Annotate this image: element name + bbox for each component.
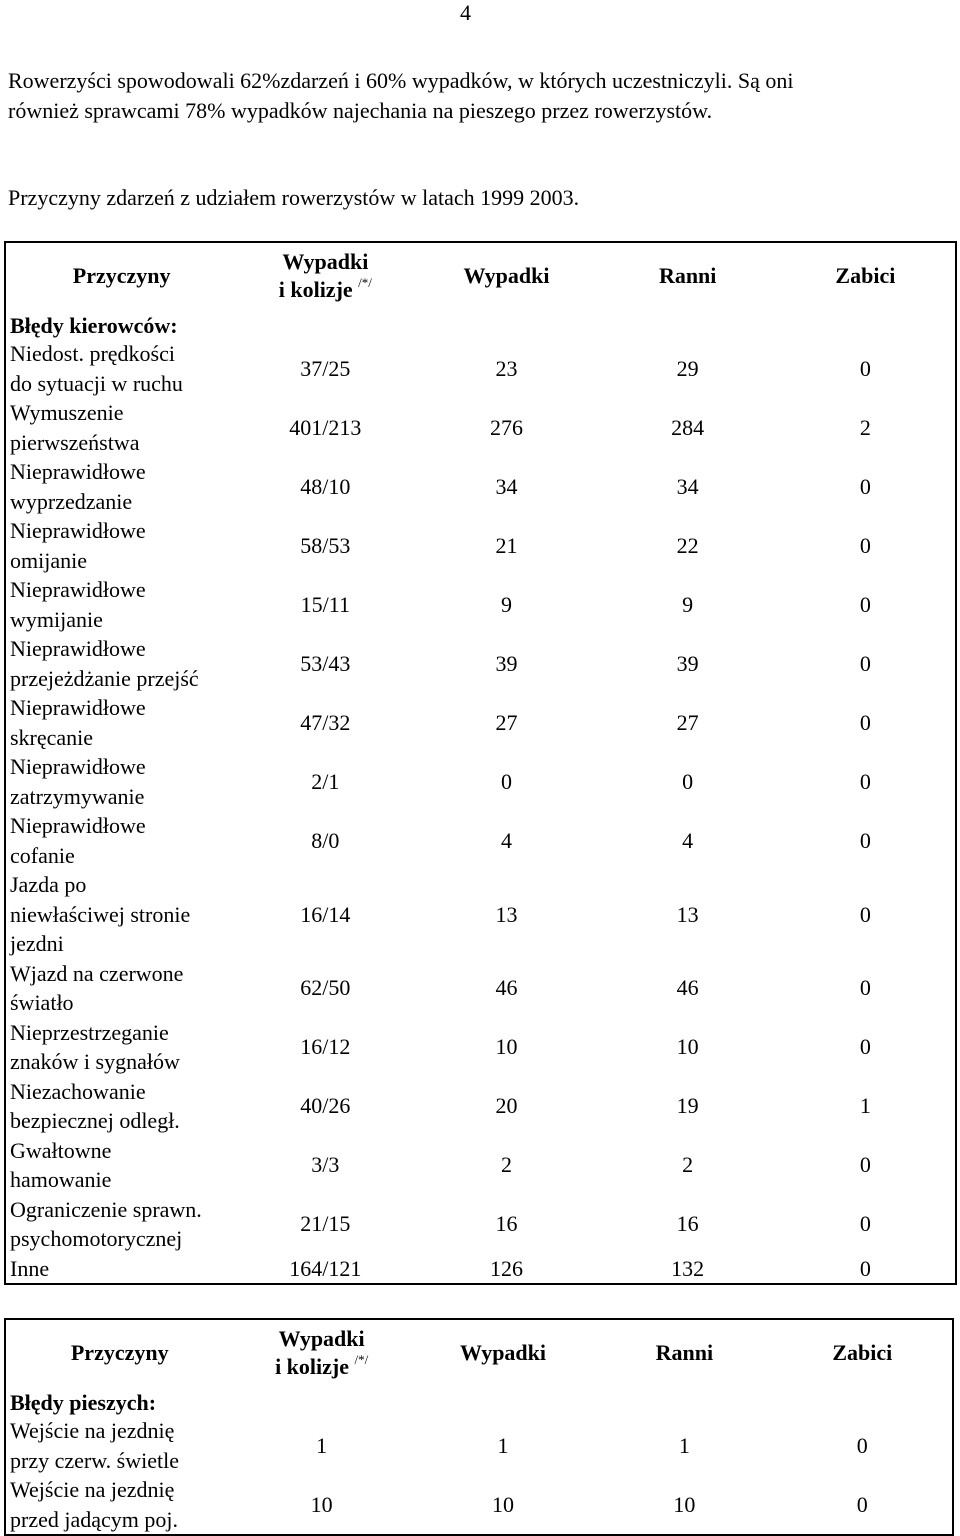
table-row bbox=[5, 1254, 956, 1285]
zabici-cell: 0 bbox=[859, 975, 871, 1001]
wypadki-cell: 10 bbox=[492, 1491, 515, 1517]
cause-cell: Nieprawidłowe cofanie bbox=[10, 813, 146, 868]
table-row bbox=[5, 516, 956, 575]
wypadki-kolizje-cell: 401/213 bbox=[289, 414, 362, 440]
zabici-cell: 0 bbox=[859, 532, 871, 558]
section-row bbox=[5, 1386, 953, 1416]
zabici-cell: 0 bbox=[859, 827, 871, 853]
table-body bbox=[5, 1416, 953, 1535]
wypadki-kolizje-cell: 3/3 bbox=[311, 1152, 340, 1178]
header-ranni: Ranni bbox=[655, 1340, 714, 1365]
cause-cell: Nieprawidłowe omijanie bbox=[10, 518, 146, 573]
table-row bbox=[5, 1018, 956, 1077]
wypadki-cell: 13 bbox=[495, 901, 518, 927]
wypadki-cell: 46 bbox=[495, 975, 518, 1001]
wypadki-kolizje-cell: 62/50 bbox=[300, 975, 351, 1001]
cause-cell: Nieprawidłowe przejeżdżanie przejść bbox=[10, 636, 199, 691]
ranni-cell: 34 bbox=[676, 473, 699, 499]
ranni-cell: 29 bbox=[676, 355, 699, 381]
intro-line-2: również sprawcami 78% wypadków najechania na pieszego przez rowerzystów. bbox=[8, 98, 713, 123]
cause-cell: Jazda po niewłaściwej stronie jezdni bbox=[10, 872, 191, 956]
ranni-cell: 22 bbox=[676, 532, 699, 558]
wypadki-cell: 10 bbox=[495, 1034, 518, 1060]
wypadki-cell: 0 bbox=[501, 768, 512, 794]
zabici-cell: 0 bbox=[859, 768, 871, 794]
zabici-cell: 2 bbox=[859, 414, 871, 440]
cause-cell: Inne bbox=[10, 1255, 50, 1281]
cause-cell: Nieprawidłowe wymijanie bbox=[10, 577, 146, 632]
zabici-cell: 0 bbox=[856, 1432, 868, 1458]
wypadki-cell: 21 bbox=[495, 532, 518, 558]
page-number: 4 bbox=[460, 0, 471, 25]
ranni-cell: 132 bbox=[671, 1255, 705, 1281]
ranni-cell: 0 bbox=[682, 768, 694, 794]
wypadki-cell: 1 bbox=[497, 1432, 509, 1458]
zabici-cell: 0 bbox=[859, 1152, 871, 1178]
drivers-errors-table bbox=[4, 241, 957, 1285]
wypadki-kolizje-cell: 16/14 bbox=[300, 901, 351, 927]
intro-paragraph bbox=[8, 66, 958, 126]
cause-cell: Nieprawidłowe zatrzymywanie bbox=[10, 754, 146, 809]
zabici-cell: 1 bbox=[859, 1093, 871, 1119]
zabici-cell: 0 bbox=[859, 1211, 871, 1237]
table-row bbox=[5, 870, 956, 959]
wypadki-cell: 9 bbox=[501, 591, 512, 617]
cause-cell: Nieprzestrzeganie znaków i sygnałów bbox=[10, 1019, 180, 1074]
table-row bbox=[5, 1416, 953, 1475]
pedestrians-errors-table bbox=[4, 1318, 954, 1536]
table-row bbox=[5, 398, 956, 457]
wypadki-kolizje-cell: 164/121 bbox=[289, 1255, 362, 1281]
wypadki-cell: 126 bbox=[490, 1255, 523, 1281]
zabici-cell: 0 bbox=[859, 901, 871, 927]
section-label: Błędy pieszych: bbox=[10, 1390, 157, 1415]
ranni-cell: 284 bbox=[671, 414, 705, 440]
header-ranni: Ranni bbox=[658, 263, 717, 288]
header-wypadki: Wypadki bbox=[463, 263, 550, 288]
header-zabici: Zabici bbox=[835, 263, 896, 288]
wypadki-cell: 34 bbox=[495, 473, 518, 499]
cause-cell: Wjazd na czerwone światło bbox=[10, 960, 184, 1015]
wypadki-kolizje-cell: 58/53 bbox=[300, 532, 351, 558]
table-row bbox=[5, 1077, 956, 1136]
wypadki-cell: 20 bbox=[495, 1093, 518, 1119]
cause-cell: Ograniczenie sprawn. psychomotorycznej bbox=[10, 1196, 202, 1251]
header-zabici: Zabici bbox=[832, 1340, 893, 1365]
zabici-cell: 0 bbox=[859, 650, 871, 676]
ranni-cell: 10 bbox=[673, 1491, 696, 1517]
intro-line-1: Rowerzyści spowodowali 62%zdarzeń i 60% wypadków, w których uczestniczyli. Są oni bbox=[8, 68, 794, 93]
ranni-cell: 46 bbox=[676, 975, 699, 1001]
wypadki-kolizje-cell: 1 bbox=[316, 1432, 328, 1458]
ranni-cell: 4 bbox=[682, 827, 694, 853]
cause-cell: Wejście na jezdnię przy czerw. świetle bbox=[10, 1418, 179, 1473]
table-header-row bbox=[5, 1319, 953, 1386]
zabici-cell: 0 bbox=[859, 709, 871, 735]
wypadki-cell: 4 bbox=[501, 827, 512, 853]
table-header-row bbox=[5, 242, 956, 309]
wypadki-cell: 2 bbox=[501, 1152, 512, 1178]
table-row bbox=[5, 457, 956, 516]
table-row bbox=[5, 752, 956, 811]
zabici-cell: 0 bbox=[859, 355, 871, 381]
cause-cell: Niezachowanie bezpiecznej odległ. bbox=[10, 1078, 180, 1133]
ranni-cell: 10 bbox=[676, 1034, 699, 1060]
table-row bbox=[5, 339, 956, 398]
header-wypadki: Wypadki bbox=[460, 1340, 547, 1365]
cause-cell: Nieprawidłowe skręcanie bbox=[10, 695, 146, 750]
table-row bbox=[5, 811, 956, 870]
wypadki-kolizje-cell: 40/26 bbox=[300, 1093, 351, 1119]
zabici-cell: 0 bbox=[859, 1255, 871, 1281]
wypadki-cell: 16 bbox=[495, 1211, 518, 1237]
section-label: Błędy kierowców: bbox=[10, 313, 178, 338]
ranni-cell: 27 bbox=[676, 709, 699, 735]
table-row bbox=[5, 1136, 956, 1195]
header-przyczyny: Przyczyny bbox=[70, 1340, 169, 1365]
wypadki-kolizje-cell: 53/43 bbox=[300, 650, 351, 676]
cause-cell: Niedost. prędkości do sytuacji w ruchu bbox=[10, 341, 183, 396]
cause-cell: Gwałtowne hamowanie bbox=[10, 1137, 112, 1192]
table-row bbox=[5, 959, 956, 1018]
table-row bbox=[5, 575, 956, 634]
cause-cell: Nieprawidłowe wyprzedzanie bbox=[10, 459, 146, 514]
wypadki-cell: 27 bbox=[495, 709, 518, 735]
header-przyczyny: Przyczyny bbox=[72, 263, 171, 288]
wypadki-cell: 23 bbox=[495, 355, 518, 381]
wypadki-kolizje-cell: 8/0 bbox=[311, 827, 340, 853]
table-row bbox=[5, 693, 956, 752]
header-wypadki-kolizje: Wypadki i kolizje /*/ bbox=[275, 1326, 369, 1379]
ranni-cell: 16 bbox=[676, 1211, 699, 1237]
wypadki-cell: 39 bbox=[495, 650, 518, 676]
table-row bbox=[5, 634, 956, 693]
table-row bbox=[5, 1475, 953, 1535]
header-wypadki-kolizje: Wypadki i kolizje /*/ bbox=[278, 249, 372, 302]
zabici-cell: 0 bbox=[859, 591, 871, 617]
ranni-cell: 2 bbox=[682, 1152, 694, 1178]
wypadki-kolizje-cell: 15/11 bbox=[300, 591, 350, 617]
ranni-cell: 9 bbox=[682, 591, 694, 617]
zabici-cell: 0 bbox=[859, 1034, 871, 1060]
ranni-cell: 39 bbox=[676, 650, 699, 676]
zabici-cell: 0 bbox=[856, 1491, 868, 1517]
wypadki-kolizje-cell: 47/32 bbox=[300, 709, 351, 735]
table-title: Przyczyny zdarzeń z udziałem rowerzystów w latach 1999 2003. bbox=[8, 185, 580, 210]
wypadki-kolizje-cell: 37/25 bbox=[300, 355, 351, 381]
table-row bbox=[5, 1195, 956, 1254]
wypadki-kolizje-cell: 16/12 bbox=[300, 1034, 351, 1060]
table-body bbox=[5, 339, 956, 1284]
zabici-cell: 0 bbox=[859, 473, 871, 499]
section-row bbox=[5, 309, 956, 339]
cause-cell: Wejście na jezdnię przed jadącym poj. bbox=[10, 1477, 178, 1532]
ranni-cell: 19 bbox=[676, 1093, 699, 1119]
ranni-cell: 1 bbox=[678, 1432, 690, 1458]
wypadki-kolizje-cell: 48/10 bbox=[300, 473, 351, 499]
wypadki-kolizje-cell: 21/15 bbox=[300, 1211, 351, 1237]
wypadki-kolizje-cell: 10 bbox=[310, 1491, 333, 1517]
wypadki-cell: 276 bbox=[490, 414, 523, 440]
ranni-cell: 13 bbox=[676, 901, 699, 927]
wypadki-kolizje-cell: 2/1 bbox=[311, 768, 340, 794]
cause-cell: Wymuszenie pierwszeństwa bbox=[10, 400, 140, 455]
